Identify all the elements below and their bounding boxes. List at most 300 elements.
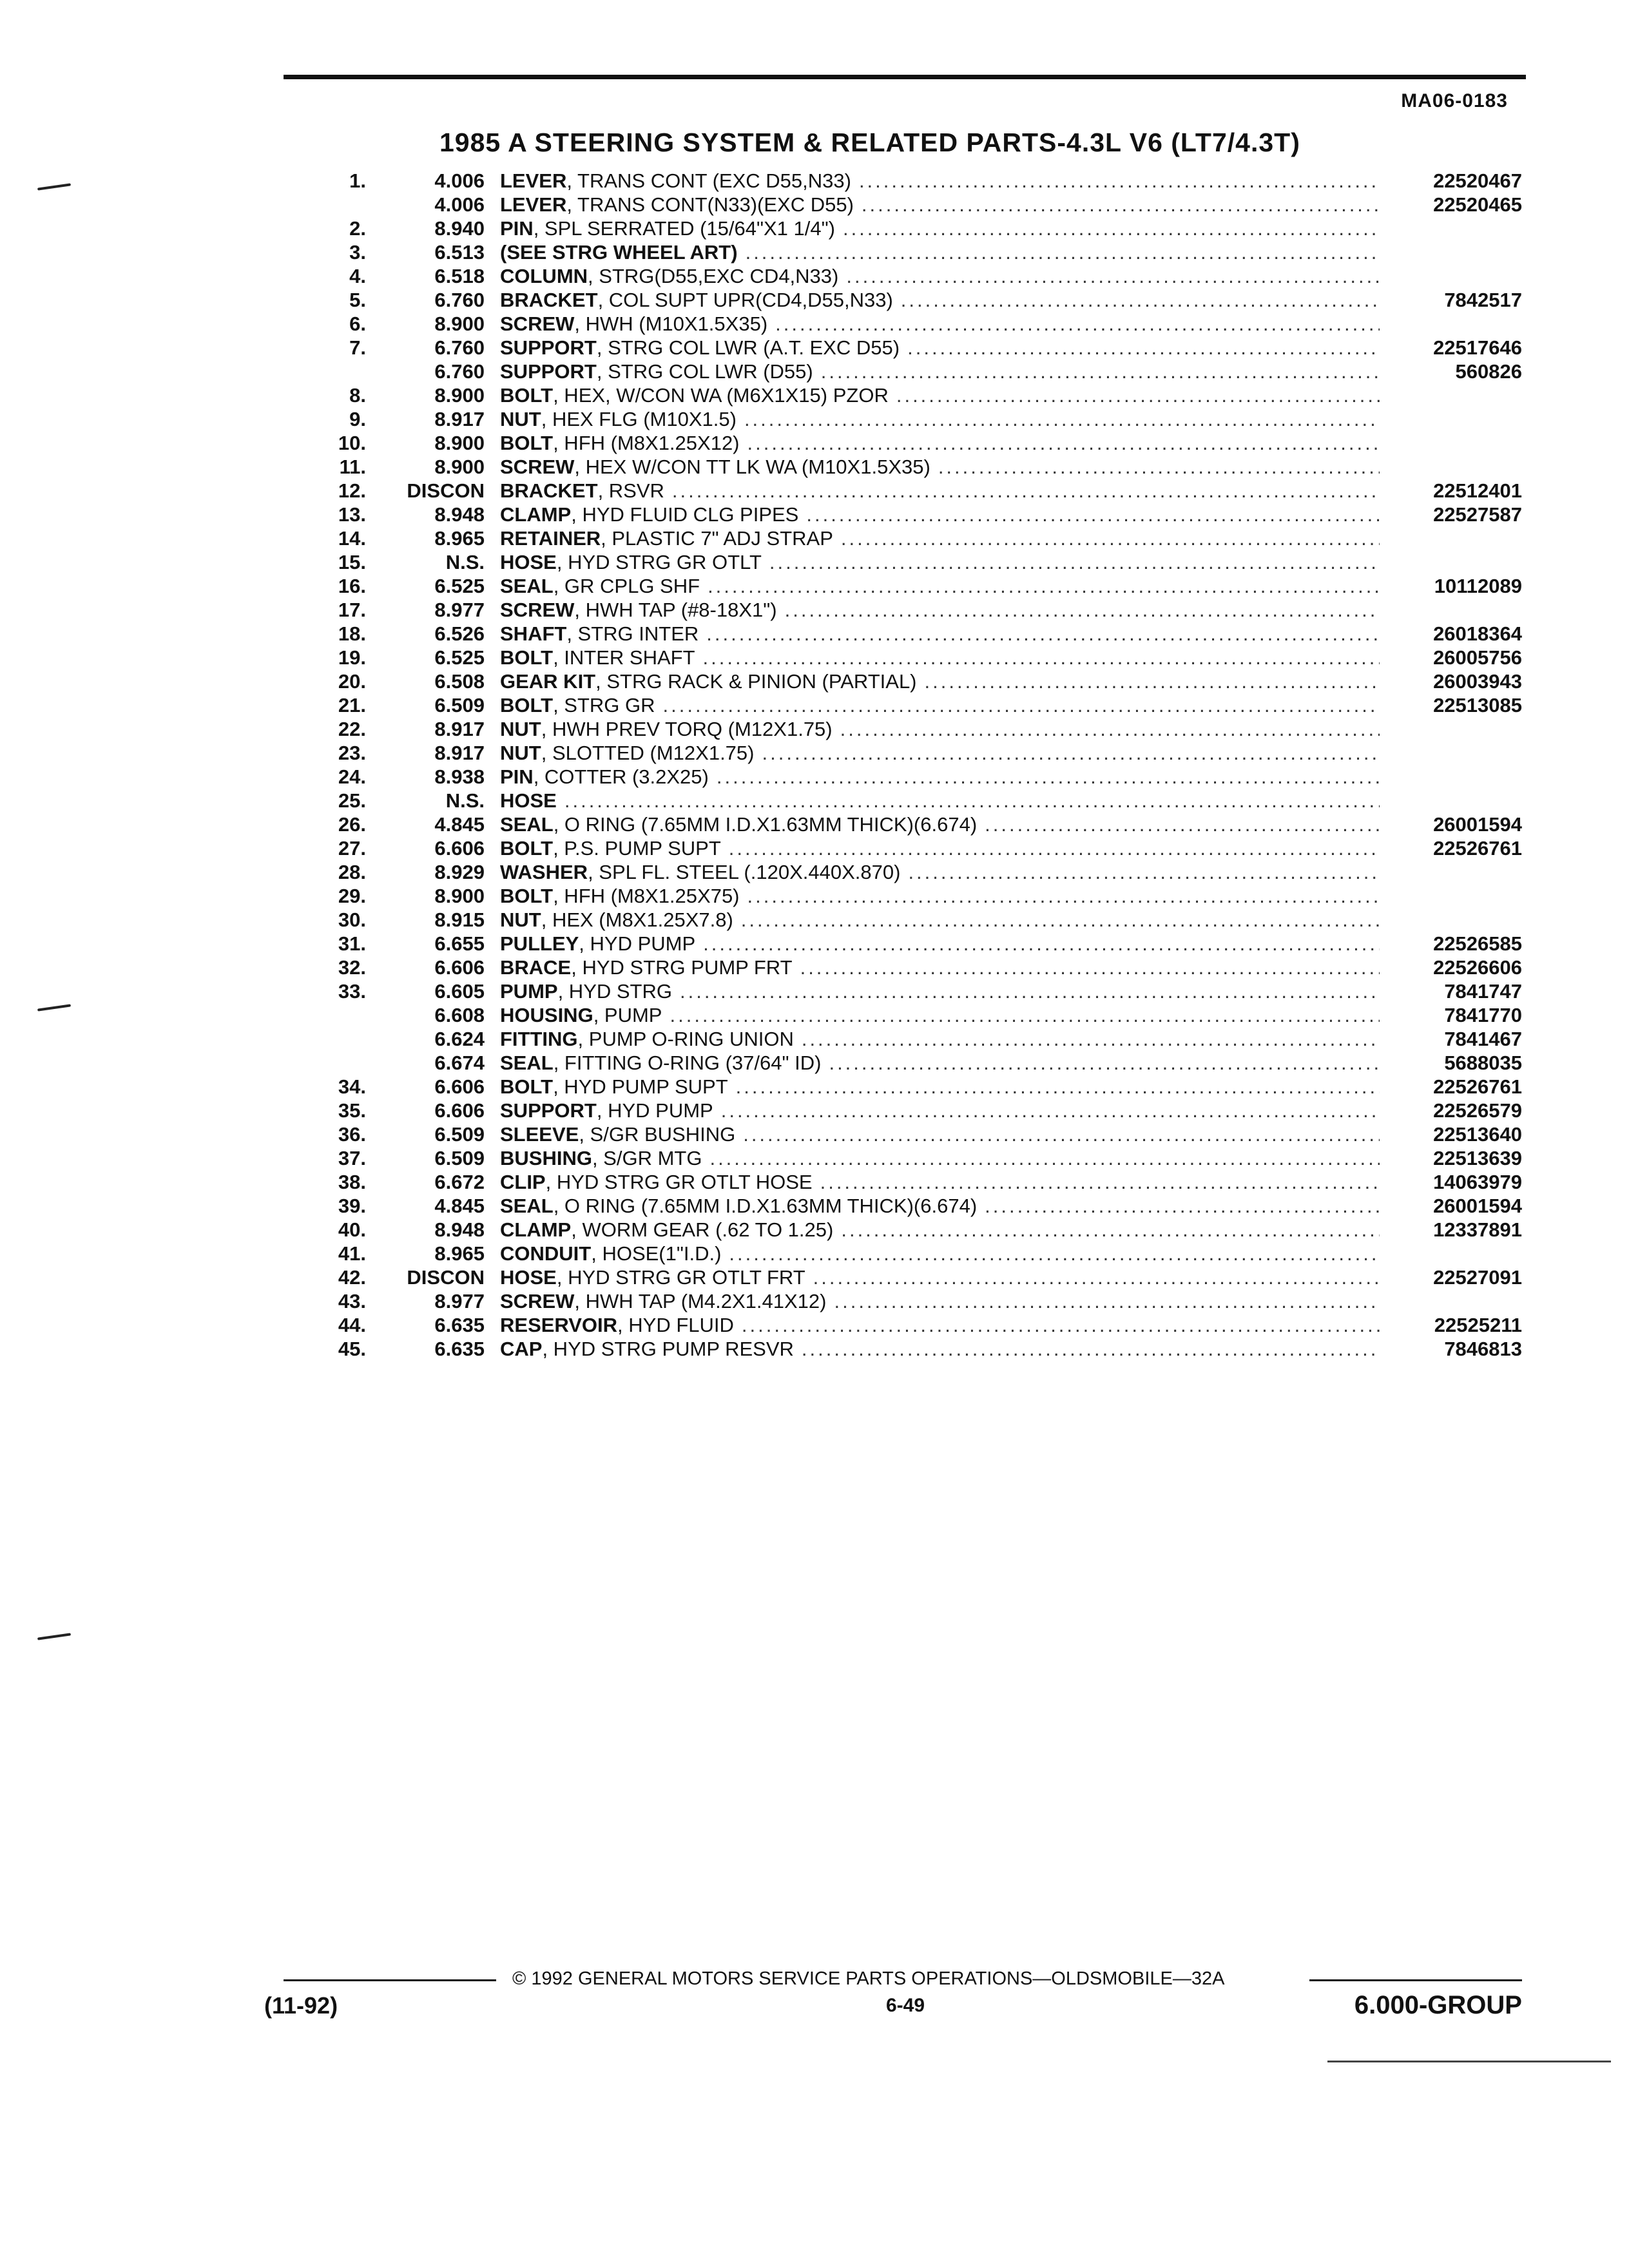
group-number: 6.509	[434, 1123, 485, 1146]
dot-leader	[746, 240, 1380, 264]
part-row	[0, 1122, 1629, 1146]
group-number: 8.929	[434, 861, 485, 883]
part-description	[500, 360, 1380, 383]
dot-leader	[717, 765, 1380, 789]
part-number: 7841770	[1444, 1004, 1522, 1026]
part-description	[500, 646, 1380, 669]
part-row	[0, 550, 1629, 574]
part-detail: , HFH (M8X1.25X12)	[553, 432, 740, 454]
part-detail: , HYD FLUID	[617, 1314, 734, 1336]
part-name: PULLEY	[500, 932, 579, 955]
item-number: 30.	[338, 908, 366, 931]
group-number: 8.948	[434, 1218, 485, 1241]
part-number: 22527587	[1433, 503, 1522, 526]
part-row	[0, 169, 1629, 193]
part-row	[0, 741, 1629, 765]
part-row	[0, 1146, 1629, 1170]
part-row	[0, 693, 1629, 717]
part-number: 22513085	[1433, 694, 1522, 716]
part-name: COLUMN	[500, 265, 588, 287]
part-detail: , HYD STRG GR OTLT	[556, 551, 762, 573]
part-detail: , STRG INTER	[566, 622, 699, 645]
part-number: 22513639	[1433, 1147, 1522, 1169]
part-description	[500, 240, 1380, 264]
part-row	[0, 264, 1629, 288]
item-number: 38.	[338, 1171, 366, 1193]
part-detail: , O RING (7.65MM I.D.X1.63MM THICK)(6.674)	[553, 813, 978, 836]
group-number: 6.525	[434, 646, 485, 669]
part-detail: , STRG COL LWR (D55)	[596, 360, 813, 383]
dot-leader	[862, 193, 1380, 216]
part-number: 22517646	[1433, 336, 1522, 359]
item-number: 21.	[338, 694, 366, 716]
part-description	[500, 669, 1380, 693]
part-row	[0, 407, 1629, 431]
item-number: 36.	[338, 1123, 366, 1146]
dot-leader	[841, 1218, 1380, 1242]
item-number: 1.	[349, 169, 366, 192]
part-description	[500, 503, 1380, 526]
group-number: 6.606	[434, 956, 485, 979]
part-detail: , HEX (M8X1.25X7.8)	[541, 908, 733, 931]
group-number: 8.948	[434, 503, 485, 526]
dot-leader	[672, 479, 1380, 503]
part-description	[500, 526, 1380, 550]
part-detail: , P.S. PUMP SUPT	[553, 837, 721, 860]
group-number: 8.917	[434, 718, 485, 740]
dot-leader	[721, 1099, 1380, 1122]
part-description	[500, 1242, 1380, 1265]
part-name: SCREW	[500, 312, 575, 335]
group-number: 6.509	[434, 694, 485, 716]
part-name: NUT	[500, 742, 541, 764]
part-row	[0, 979, 1629, 1003]
dot-leader	[802, 1027, 1380, 1051]
dot-leader	[901, 288, 1380, 312]
part-name: PUMP	[500, 980, 558, 1003]
part-number: 26005756	[1433, 646, 1522, 669]
item-number: 28.	[338, 861, 366, 883]
part-detail: , S/GR BUSHING	[579, 1123, 736, 1146]
part-description	[500, 622, 1380, 646]
part-description	[500, 789, 1380, 812]
part-number: 22526761	[1433, 1075, 1522, 1098]
part-row	[0, 884, 1629, 908]
dot-leader	[564, 789, 1380, 812]
part-description	[500, 1099, 1380, 1122]
group-number: 8.940	[434, 217, 485, 240]
part-detail: , PUMP	[593, 1004, 662, 1026]
dot-leader	[820, 1170, 1380, 1194]
part-description	[500, 1218, 1380, 1242]
part-row	[0, 669, 1629, 693]
dot-leader	[785, 598, 1380, 622]
item-number: 9.	[349, 408, 366, 430]
part-number: 26001594	[1433, 813, 1522, 836]
part-name: BUSHING	[500, 1147, 592, 1169]
part-row	[0, 1003, 1629, 1027]
part-row	[0, 1075, 1629, 1099]
item-number: 5.	[349, 289, 366, 311]
part-description	[500, 884, 1380, 908]
group-number: 8.917	[434, 408, 485, 430]
item-number: 7.	[349, 336, 366, 359]
part-detail: , PLASTIC 7" ADJ STRAP	[601, 527, 833, 550]
part-detail: , HWH (M10X1.5X35)	[574, 312, 768, 335]
part-description	[500, 1194, 1380, 1218]
part-row	[0, 312, 1629, 336]
dot-leader	[742, 1313, 1380, 1337]
date-code: (11-92)	[264, 1992, 338, 2019]
part-name: SEAL	[500, 1052, 554, 1074]
part-name: CONDUIT	[500, 1242, 592, 1265]
item-number: 6.	[349, 312, 366, 335]
part-row	[0, 1027, 1629, 1051]
part-description	[500, 574, 1380, 598]
part-detail: , RSVR	[597, 479, 664, 502]
part-description	[500, 336, 1380, 360]
group-number: 6.635	[434, 1314, 485, 1336]
dot-leader	[747, 884, 1380, 908]
dot-leader	[840, 717, 1380, 741]
part-detail: , HYD PUMP SUPT	[553, 1075, 728, 1098]
copyright-notice: © 1992 GENERAL MOTORS SERVICE PARTS OPERATIONS—OLDSMOBILE—32A	[512, 1968, 1225, 1989]
dot-leader	[938, 455, 1380, 479]
part-name: SCREW	[500, 1290, 575, 1312]
part-number: 7841747	[1444, 980, 1522, 1003]
group-number: 8.917	[434, 742, 485, 764]
part-row	[0, 526, 1629, 550]
part-row	[0, 1051, 1629, 1075]
group-number: DISCON	[407, 1266, 485, 1289]
item-number: 18.	[338, 622, 366, 645]
parts-list	[0, 169, 1629, 1361]
part-detail: , HFH (M8X1.25X75)	[553, 885, 740, 907]
part-name: SCREW	[500, 456, 575, 478]
part-name: FITTING	[500, 1028, 578, 1050]
part-name: CLIP	[500, 1171, 546, 1193]
item-number: 29.	[338, 885, 366, 907]
part-detail: , INTER SHAFT	[553, 646, 695, 669]
part-description	[500, 1122, 1380, 1146]
group-number: 4.006	[434, 193, 485, 216]
item-number: 4.	[349, 265, 366, 287]
item-number: 39.	[338, 1195, 366, 1217]
part-row	[0, 932, 1629, 956]
part-row	[0, 455, 1629, 479]
group-number: 6.608	[434, 1004, 485, 1026]
group-number: 8.938	[434, 765, 485, 788]
part-detail: , S/GR MTG	[592, 1147, 702, 1169]
part-number: 7846813	[1444, 1338, 1522, 1360]
part-row	[0, 598, 1629, 622]
part-name: RETAINER	[500, 527, 601, 550]
group-number: 4.845	[434, 1195, 485, 1217]
item-number: 32.	[338, 956, 366, 979]
part-number: 14063979	[1433, 1171, 1522, 1193]
item-number: 37.	[338, 1147, 366, 1169]
part-detail: , HYD FLUID CLG PIPES	[571, 503, 799, 526]
part-number: 12337891	[1433, 1218, 1522, 1241]
part-description	[500, 979, 1380, 1003]
item-number: 16.	[338, 575, 366, 597]
dot-leader	[663, 693, 1380, 717]
page-number: 6-49	[886, 1995, 925, 2016]
group-number: 6.526	[434, 622, 485, 645]
part-description	[500, 836, 1380, 860]
part-description	[500, 1289, 1380, 1313]
part-description	[500, 288, 1380, 312]
part-row	[0, 717, 1629, 741]
part-name: BRACKET	[500, 479, 598, 502]
dot-leader	[729, 1242, 1380, 1265]
part-row	[0, 360, 1629, 383]
part-name: GEAR KIT	[500, 670, 596, 693]
group-number: 8.900	[434, 456, 485, 478]
part-name: CLAMP	[500, 503, 572, 526]
part-description	[500, 1075, 1380, 1099]
footer-rule-right	[1309, 1979, 1522, 1981]
item-number: 44.	[338, 1314, 366, 1336]
group-number: 8.977	[434, 1290, 485, 1312]
part-description	[500, 407, 1380, 431]
group-number: 8.965	[434, 527, 485, 550]
group-number: 8.900	[434, 885, 485, 907]
dot-leader	[708, 574, 1380, 598]
item-number: 34.	[338, 1075, 366, 1098]
part-name: SEAL	[500, 575, 554, 597]
part-name: SUPPORT	[500, 336, 597, 359]
part-description	[500, 717, 1380, 741]
group-number: 6.518	[434, 265, 485, 287]
group-number: 6.605	[434, 980, 485, 1003]
item-number: 43.	[338, 1290, 366, 1312]
part-row	[0, 1194, 1629, 1218]
part-detail: , HYD PUMP	[579, 932, 696, 955]
group-number: 6.606	[434, 1099, 485, 1122]
group-number: N.S.	[445, 551, 485, 573]
part-description	[500, 1265, 1380, 1289]
part-description	[500, 1337, 1380, 1361]
part-description	[500, 1051, 1380, 1075]
part-detail: , COTTER (3.2X25)	[533, 765, 709, 788]
dot-leader	[703, 932, 1380, 956]
part-name: HOSE	[500, 789, 557, 812]
dot-leader	[709, 1146, 1380, 1170]
part-row	[0, 240, 1629, 264]
part-name: SCREW	[500, 599, 575, 621]
part-name: BOLT	[500, 1075, 554, 1098]
part-number: 22513640	[1433, 1123, 1522, 1146]
part-detail: , WORM GEAR (.62 TO 1.25)	[571, 1218, 834, 1241]
part-row	[0, 789, 1629, 812]
part-row	[0, 765, 1629, 789]
part-name: PIN	[500, 217, 534, 240]
item-number: 40.	[338, 1218, 366, 1241]
part-number: 22526579	[1433, 1099, 1522, 1122]
part-row	[0, 1265, 1629, 1289]
item-number: 35.	[338, 1099, 366, 1122]
part-row	[0, 503, 1629, 526]
part-description	[500, 431, 1380, 455]
margin-mark	[37, 1633, 71, 1640]
part-detail: , STRG RACK & PINION (PARTIAL)	[595, 670, 917, 693]
item-number: 17.	[338, 599, 366, 621]
part-name: SLEEVE	[500, 1123, 579, 1146]
part-row	[0, 956, 1629, 979]
part-name: LEVER	[500, 169, 567, 192]
part-name: BOLT	[500, 432, 554, 454]
group-number: 6.655	[434, 932, 485, 955]
part-detail: , HWH PREV TORQ (M12X1.75)	[541, 718, 833, 740]
item-number: 27.	[338, 837, 366, 860]
item-number: 24.	[338, 765, 366, 788]
item-number: 31.	[338, 932, 366, 955]
dot-leader	[846, 264, 1380, 288]
part-row	[0, 812, 1629, 836]
item-number: 41.	[338, 1242, 366, 1265]
item-number: 25.	[338, 789, 366, 812]
item-number: 10.	[338, 432, 366, 454]
part-name: NUT	[500, 908, 541, 931]
group-number: 6.760	[434, 289, 485, 311]
footer-rule-left	[284, 1979, 496, 1981]
dot-leader	[843, 216, 1380, 240]
part-row	[0, 1242, 1629, 1265]
part-name: RESERVOIR	[500, 1314, 618, 1336]
part-name: BRACKET	[500, 289, 598, 311]
group-number: 6.624	[434, 1028, 485, 1050]
group-number: 6.513	[434, 241, 485, 264]
item-number: 11.	[339, 456, 366, 478]
part-detail: , HYD PUMP	[596, 1099, 713, 1122]
part-detail: , HYD STRG GR OTLT FRT	[556, 1266, 805, 1289]
part-name: SUPPORT	[500, 360, 597, 383]
part-description	[500, 812, 1380, 836]
dot-leader	[802, 1337, 1380, 1361]
dot-leader	[821, 360, 1380, 383]
part-detail: , HOSE(1"I.D.)	[591, 1242, 722, 1265]
dot-leader	[908, 860, 1380, 884]
part-detail: , COL SUPT UPR(CD4,D55,N33)	[597, 289, 893, 311]
group-number: 6.635	[434, 1338, 485, 1360]
part-detail: , FITTING O-RING (37/64" ID)	[553, 1052, 822, 1074]
part-row	[0, 193, 1629, 216]
dot-leader	[670, 1003, 1380, 1027]
part-name: SUPPORT	[500, 1099, 597, 1122]
part-description	[500, 550, 1380, 574]
group-number: 6.674	[434, 1052, 485, 1074]
part-name: NUT	[500, 408, 541, 430]
part-description	[500, 216, 1380, 240]
item-number: 23.	[338, 742, 366, 764]
group-number: 4.006	[434, 169, 485, 192]
group-number: 8.900	[434, 312, 485, 335]
part-description	[500, 383, 1380, 407]
part-number: 22526606	[1433, 956, 1522, 979]
top-rule	[284, 75, 1526, 79]
dot-leader	[806, 503, 1380, 526]
dot-leader	[680, 979, 1380, 1003]
group-number: 6.760	[434, 336, 485, 359]
part-description	[500, 455, 1380, 479]
part-description	[500, 932, 1380, 956]
group-number: 8.915	[434, 908, 485, 931]
part-number: 22525211	[1434, 1314, 1522, 1336]
part-number: 22526761	[1433, 837, 1522, 860]
group-number: 8.900	[434, 432, 485, 454]
part-description	[500, 193, 1380, 216]
part-name: BRACE	[500, 956, 572, 979]
dot-leader	[985, 812, 1380, 836]
item-number: 33.	[338, 980, 366, 1003]
item-number: 26.	[338, 813, 366, 836]
part-row	[0, 479, 1629, 503]
part-name: PIN	[500, 765, 534, 788]
bottom-rule	[1327, 2061, 1611, 2062]
part-detail: , HYD STRG PUMP FRT	[571, 956, 793, 979]
part-detail: , HEX W/CON TT LK WA (M10X1.5X35)	[574, 456, 930, 478]
part-detail: , GR CPLG SHF	[553, 575, 700, 597]
part-detail: , SLOTTED (M12X1.75)	[541, 742, 755, 764]
group-number: 6.509	[434, 1147, 485, 1169]
part-name: BOLT	[500, 384, 554, 407]
part-description	[500, 598, 1380, 622]
part-name: NUT	[500, 718, 541, 740]
dot-leader	[907, 336, 1380, 360]
part-description	[500, 1146, 1380, 1170]
part-detail: , SPL FL. STEEL (.120X.440X.870)	[588, 861, 901, 883]
part-name: SEAL	[500, 1195, 554, 1217]
part-detail: , HWH TAP (M4.2X1.41X12)	[574, 1290, 827, 1312]
part-description	[500, 479, 1380, 503]
part-row	[0, 288, 1629, 312]
part-row	[0, 1170, 1629, 1194]
part-row	[0, 908, 1629, 932]
group-number: 6.508	[434, 670, 485, 693]
part-number: 22527091	[1433, 1266, 1522, 1289]
part-name: BOLT	[500, 646, 554, 669]
dot-leader	[925, 669, 1380, 693]
part-detail: , PUMP O-RING UNION	[577, 1028, 794, 1050]
part-row	[0, 574, 1629, 598]
dot-leader	[841, 526, 1380, 550]
document-id: MA06-0183	[1401, 90, 1508, 111]
part-number: 10112089	[1434, 575, 1522, 597]
dot-leader	[747, 431, 1380, 455]
item-number: 22.	[338, 718, 366, 740]
part-name: HOSE	[500, 551, 557, 573]
dot-leader	[769, 550, 1380, 574]
dot-leader	[834, 1289, 1380, 1313]
part-name: BOLT	[500, 837, 554, 860]
part-detail: , HYD STRG	[557, 980, 672, 1003]
dot-leader	[743, 1122, 1380, 1146]
dot-leader	[829, 1051, 1380, 1075]
item-number: 13.	[338, 503, 366, 526]
part-number: 26001594	[1433, 1195, 1522, 1217]
group-number: 6.672	[434, 1171, 485, 1193]
part-description	[500, 956, 1380, 979]
item-number: 14.	[338, 527, 366, 550]
dot-leader	[813, 1265, 1380, 1289]
part-detail: , STRG GR	[553, 694, 655, 716]
dot-leader	[859, 169, 1380, 193]
part-name: HOUSING	[500, 1004, 593, 1026]
group-number: 6.760	[434, 360, 485, 383]
part-row	[0, 383, 1629, 407]
dot-leader	[744, 407, 1380, 431]
